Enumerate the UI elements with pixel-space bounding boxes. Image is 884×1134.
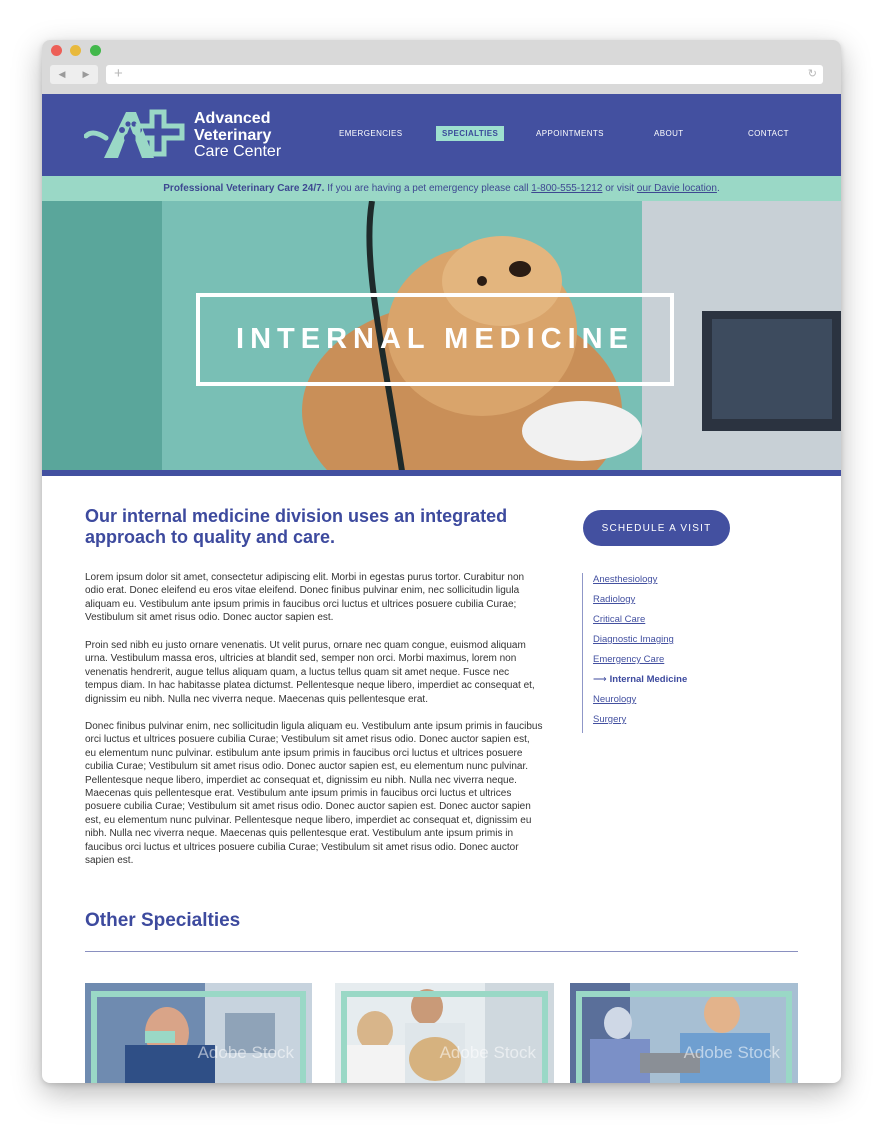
sidebar-item-diagnostic-imaging[interactable]: Diagnostic Imaging <box>593 634 674 645</box>
history-nav <box>50 65 98 84</box>
card-frame <box>576 991 792 1083</box>
site-header <box>42 94 841 176</box>
card-frame <box>341 991 548 1083</box>
sidebar-item-surgery[interactable]: Surgery <box>593 714 627 725</box>
sidebar-item-neurology[interactable]: Neurology <box>593 694 637 705</box>
alert-text-3: . <box>716 183 720 194</box>
sidebar-item-internal-medicine[interactable] <box>583 673 722 693</box>
browser-chrome <box>42 40 841 94</box>
sidebar-item-emergency-care[interactable]: Emergency Care <box>593 654 665 665</box>
arrow-right-icon: ⟶ <box>593 674 607 685</box>
reload-icon[interactable]: ↻ <box>807 68 817 80</box>
hero-bottom-bar <box>42 470 841 476</box>
alert-text-1: If you are having a pet emergency please call <box>324 183 532 194</box>
alert-heading: Professional Veterinary Care 24/7. <box>163 183 325 194</box>
schedule-visit-button[interactable]: SCHEDULE A VISIT <box>583 510 730 546</box>
other-specialties-heading: Other Specialties <box>85 910 241 931</box>
stock-watermark: Adobe Stock <box>439 1043 536 1062</box>
minimize-window-button[interactable] <box>70 45 81 56</box>
specialty-card-3[interactable] <box>570 983 798 1083</box>
browser-window <box>42 40 841 1083</box>
sidebar-item-radiology[interactable]: Radiology <box>593 594 636 605</box>
stock-watermark: Adobe Stock <box>197 1043 294 1062</box>
address-bar[interactable] <box>106 65 823 84</box>
hero-title: INTERNAL MEDICINE <box>236 323 634 355</box>
intro-heading: Our internal medicine division uses an integrated approach to quality and care. <box>85 506 508 547</box>
body-paragraph-2: Proin sed nibh eu justo ornare venenatis. Ut velit purus, ornare nec quam congue, euismod aliquam urna. Vestibulum massa eros, ultricies at blandit sed, semper non orci. Morbi maximus, lorem non venenatis hendrerit, augue tellus aliquam quam, a luctus tellus quam sit amet neque. Fusce nec tempus diam. In hac habitasse platea dictumst. Pellentesque neque libero, imperdiet ac consequat et, dignissim eu nibh. Nulla nec viverra neque. Maecenas quis pellentesque erat. <box>85 640 535 705</box>
a-plus-paw-icon <box>84 108 190 160</box>
alert-text-2: or visit <box>602 183 637 194</box>
body-paragraph-3: Donec finibus pulvinar enim, nec sollicitudin ligula aliquam eu. Vestibulum ante ipsum primis in faucibus orci luctus et ultrices posuere cubilia Curae; Vestibulum sit amet risus odio. Donec auctor sapien est, eu elementum nunc pulvinar. estibulum ante ipsum primis in faucibus orci luctus et ultrices posuere cubilia Curae; Vestibulum sit amet risus odio. Donec auctor sapien est, eu elementum nunc pulvinar. Pellentesque neque libero, imperdiet ac consequat et, dignissim eu nibh. Nulla nec viverra neque. Maecenas quis pellentesque erat. Vestibulum ante ipsum primis in faucibus orci luctus et ultrices posuere cubilia Curae; Vestibulum sit amet risus odio. Donec auctor sapien est. Donec auctor sapien est, eu elementum nunc pulvinar. Pellentesque neque libero, imperdiet ac consequat et, dignissim eu nibh. Nulla nec viverra neque. Maecenas quis pellentesque erat. Vestibulum ante ipsum primis in faucibus orci luctus et ultrices posuere cubilia Curae; Vestibulum sit amet risus odio. Donec auctor sapien est. <box>85 721 543 867</box>
specialty-card-1[interactable] <box>85 983 312 1083</box>
stock-watermark: Adobe Stock <box>683 1043 780 1062</box>
logo-text-line3: Care Center <box>194 143 282 160</box>
logo-text-line1: Advanced <box>194 110 271 127</box>
new-tab-icon[interactable]: + <box>114 65 123 82</box>
sidebar-item-critical-care[interactable]: Critical Care <box>593 614 646 625</box>
emergency-alert-bar <box>42 176 841 201</box>
specialty-card-2[interactable] <box>335 983 554 1083</box>
logo-text-line2: Veterinary <box>194 127 272 144</box>
maximize-window-button[interactable] <box>90 45 101 56</box>
hero-banner <box>42 201 841 471</box>
nav-about[interactable]: ABOUT <box>654 129 684 138</box>
body-paragraph-1: Lorem ipsum dolor sit amet, consectetur adipiscing elit. Morbi in egestas purus tortor. Curabitur non odio erat. Donec eleifend eu eros vitae eleifend. Donec finibus pulvinar enim, nec sollicitudin ligula aliquam eu. Vestibulum ante ipsum primis in faucibus orci luctus et ultrices posuere cubilia Curae; Vestibulum sit amet risus odio. Donec auctor sapien est. <box>85 572 525 624</box>
card-frame <box>91 991 306 1083</box>
nav-specialties[interactable]: SPECIALTIES <box>436 126 504 141</box>
sidebar-item-anesthesiology[interactable]: Anesthesiology <box>593 574 658 585</box>
site-logo[interactable] <box>84 108 284 160</box>
alert-phone-link[interactable]: 1-800-555-1212 <box>531 183 603 194</box>
nav-appointments[interactable]: APPOINTMENTS <box>536 129 604 138</box>
sidebar-item-label: Internal Medicine <box>609 674 688 685</box>
specialties-sidebar <box>582 573 722 733</box>
nav-contact[interactable]: CONTACT <box>748 129 789 138</box>
nav-emergencies[interactable]: EMERGENCIES <box>339 129 403 138</box>
hero-title-frame <box>196 293 674 386</box>
close-window-button[interactable] <box>51 45 62 56</box>
back-arrow-icon[interactable]: ◀ <box>58 69 66 79</box>
forward-arrow-icon[interactable]: ▶ <box>82 69 90 79</box>
section-divider <box>85 951 798 952</box>
alert-location-link[interactable]: our Davie location <box>636 183 717 194</box>
